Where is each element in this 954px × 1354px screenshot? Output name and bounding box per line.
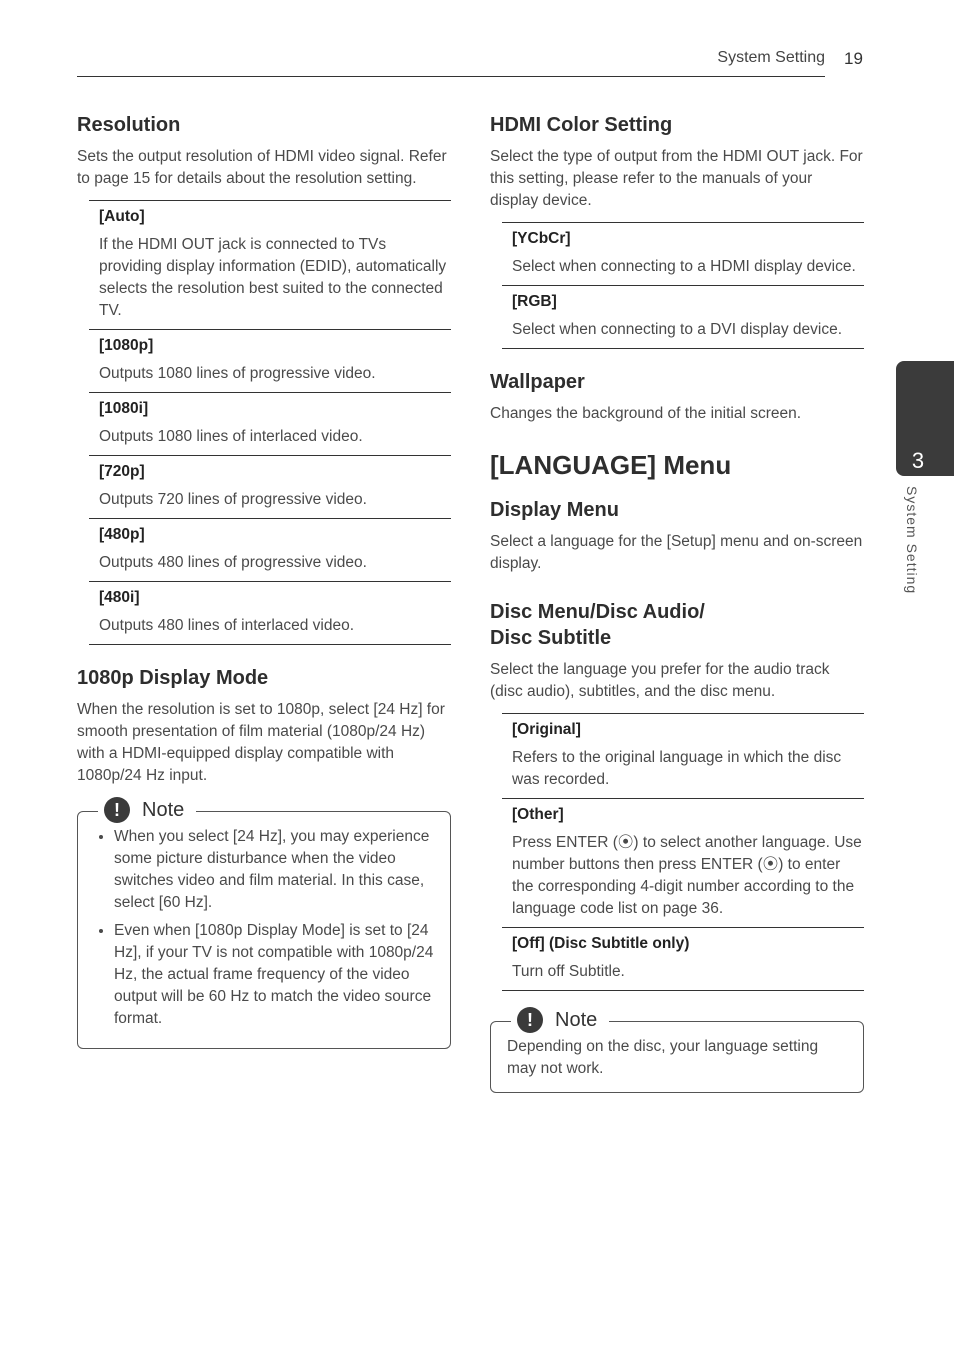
disc-menu-heading-line1: Disc Menu/Disc Audio/ [490, 601, 705, 623]
header-section-title: System Setting [717, 49, 825, 66]
option-label: [Original] [512, 721, 581, 738]
option-row [89, 456, 451, 519]
page-number: 19 [844, 49, 863, 68]
option-label: [Off] (Disc Subtitle only) [512, 935, 690, 952]
option-label: [720p] [99, 463, 145, 480]
option-label: [480i] [99, 589, 140, 606]
option-label: [Auto] [99, 208, 145, 225]
option-text: Outputs 480 lines of progressive video. [99, 554, 367, 571]
option-row [89, 582, 451, 645]
option-row [89, 393, 451, 456]
option-row [502, 928, 864, 991]
page-header [77, 48, 825, 77]
note-header [98, 795, 196, 825]
option-text: Outputs 720 lines of progressive video. [99, 491, 367, 508]
option-label: [480p] [99, 526, 145, 543]
option-text: Press ENTER (⦿) to select another language. Use number buttons then press ENTER (⦿) to enter the corresponding 4-digit number according to the language code list on page 36. [512, 834, 862, 917]
resolution-heading: Resolution [77, 114, 181, 136]
option-text: Turn off Subtitle. [512, 963, 625, 980]
option-row [89, 330, 451, 393]
option-label: [Other] [512, 806, 564, 823]
option-row [502, 799, 864, 928]
note-title: Note [142, 798, 185, 821]
resolution-options-table [89, 200, 451, 645]
note-text: Depending on the disc, your language setting may not work. [507, 1038, 819, 1077]
display-mode-heading: 1080p Display Mode [77, 667, 269, 689]
option-label: [RGB] [512, 293, 557, 310]
option-text: Outputs 480 lines of interlaced video. [99, 617, 355, 634]
wallpaper-heading: Wallpaper [490, 371, 585, 393]
disc-menu-heading [490, 599, 864, 651]
option-row [502, 714, 864, 799]
note-box [77, 798, 451, 1049]
exclamation-icon: ! [104, 797, 130, 823]
note-box [490, 1008, 864, 1093]
right-column [490, 112, 864, 1093]
option-row [502, 286, 864, 349]
left-column [77, 112, 451, 1049]
hdmi-color-heading: HDMI Color Setting [490, 114, 673, 136]
exclamation-icon: ! [517, 1007, 543, 1033]
language-menu-heading: [LANGUAGE] Menu [490, 450, 732, 480]
disc-menu-description: Select the language you prefer for the audio track (disc audio), subtitles, and the disc menu. [490, 661, 830, 700]
option-row [89, 201, 451, 330]
display-menu-heading: Display Menu [490, 499, 619, 521]
option-label: [1080p] [99, 337, 154, 354]
option-label: [YCbCr] [512, 230, 571, 247]
option-row [502, 223, 864, 286]
disc-menu-heading-line2: Disc Subtitle [490, 627, 612, 649]
option-text: If the HDMI OUT jack is connected to TVs providing display information (EDID), automatically selects the resolution best suited to the connected TV. [99, 236, 447, 319]
note-header [511, 1005, 609, 1035]
hdmi-color-options-table [502, 222, 864, 349]
note-item: • Even when [1080p Display Mode] is set to [24 Hz], if your TV is not compatible with 1080p/24 Hz, the actual frame frequency of the video output will be 60 Hz to match the video source format. [114, 920, 434, 1030]
resolution-description: Sets the output resolution of HDMI video signal. Refer to page 15 for details about the resolution setting. [77, 148, 447, 187]
wallpaper-description: Changes the background of the initial screen. [490, 405, 802, 422]
note-list [94, 826, 434, 1030]
display-mode-description: When the resolution is set to 1080p, select [24 Hz] for smooth presentation of film material (1080p/24 Hz) with a HDMI-equipped display compatible with 1080p/24 Hz input. [77, 701, 445, 784]
disc-menu-options-table [502, 713, 864, 991]
option-text: Outputs 1080 lines of interlaced video. [99, 428, 363, 445]
display-menu-description: Select a language for the [Setup] menu and on-screen display. [490, 533, 863, 572]
option-row [89, 519, 451, 582]
hdmi-color-description: Select the type of output from the HDMI OUT jack. For this setting, please refer to the manuals of your display device. [490, 148, 863, 209]
option-text: Outputs 1080 lines of progressive video. [99, 365, 376, 382]
option-text: Select when connecting to a DVI display device. [512, 321, 842, 338]
note-item: • When you select [24 Hz], you may experience some picture disturbance when the video switches video and film material. In this case, select [60 Hz]. [114, 826, 434, 914]
option-text: Refers to the original language in which the disc was recorded. [512, 749, 842, 788]
chapter-tab [896, 361, 954, 476]
option-label: [1080i] [99, 400, 149, 417]
chapter-number: 3 [911, 448, 925, 473]
chapter-label: System Setting [904, 486, 920, 595]
note-title: Note [555, 1008, 598, 1031]
option-text: Select when connecting to a HDMI display device. [512, 258, 856, 275]
